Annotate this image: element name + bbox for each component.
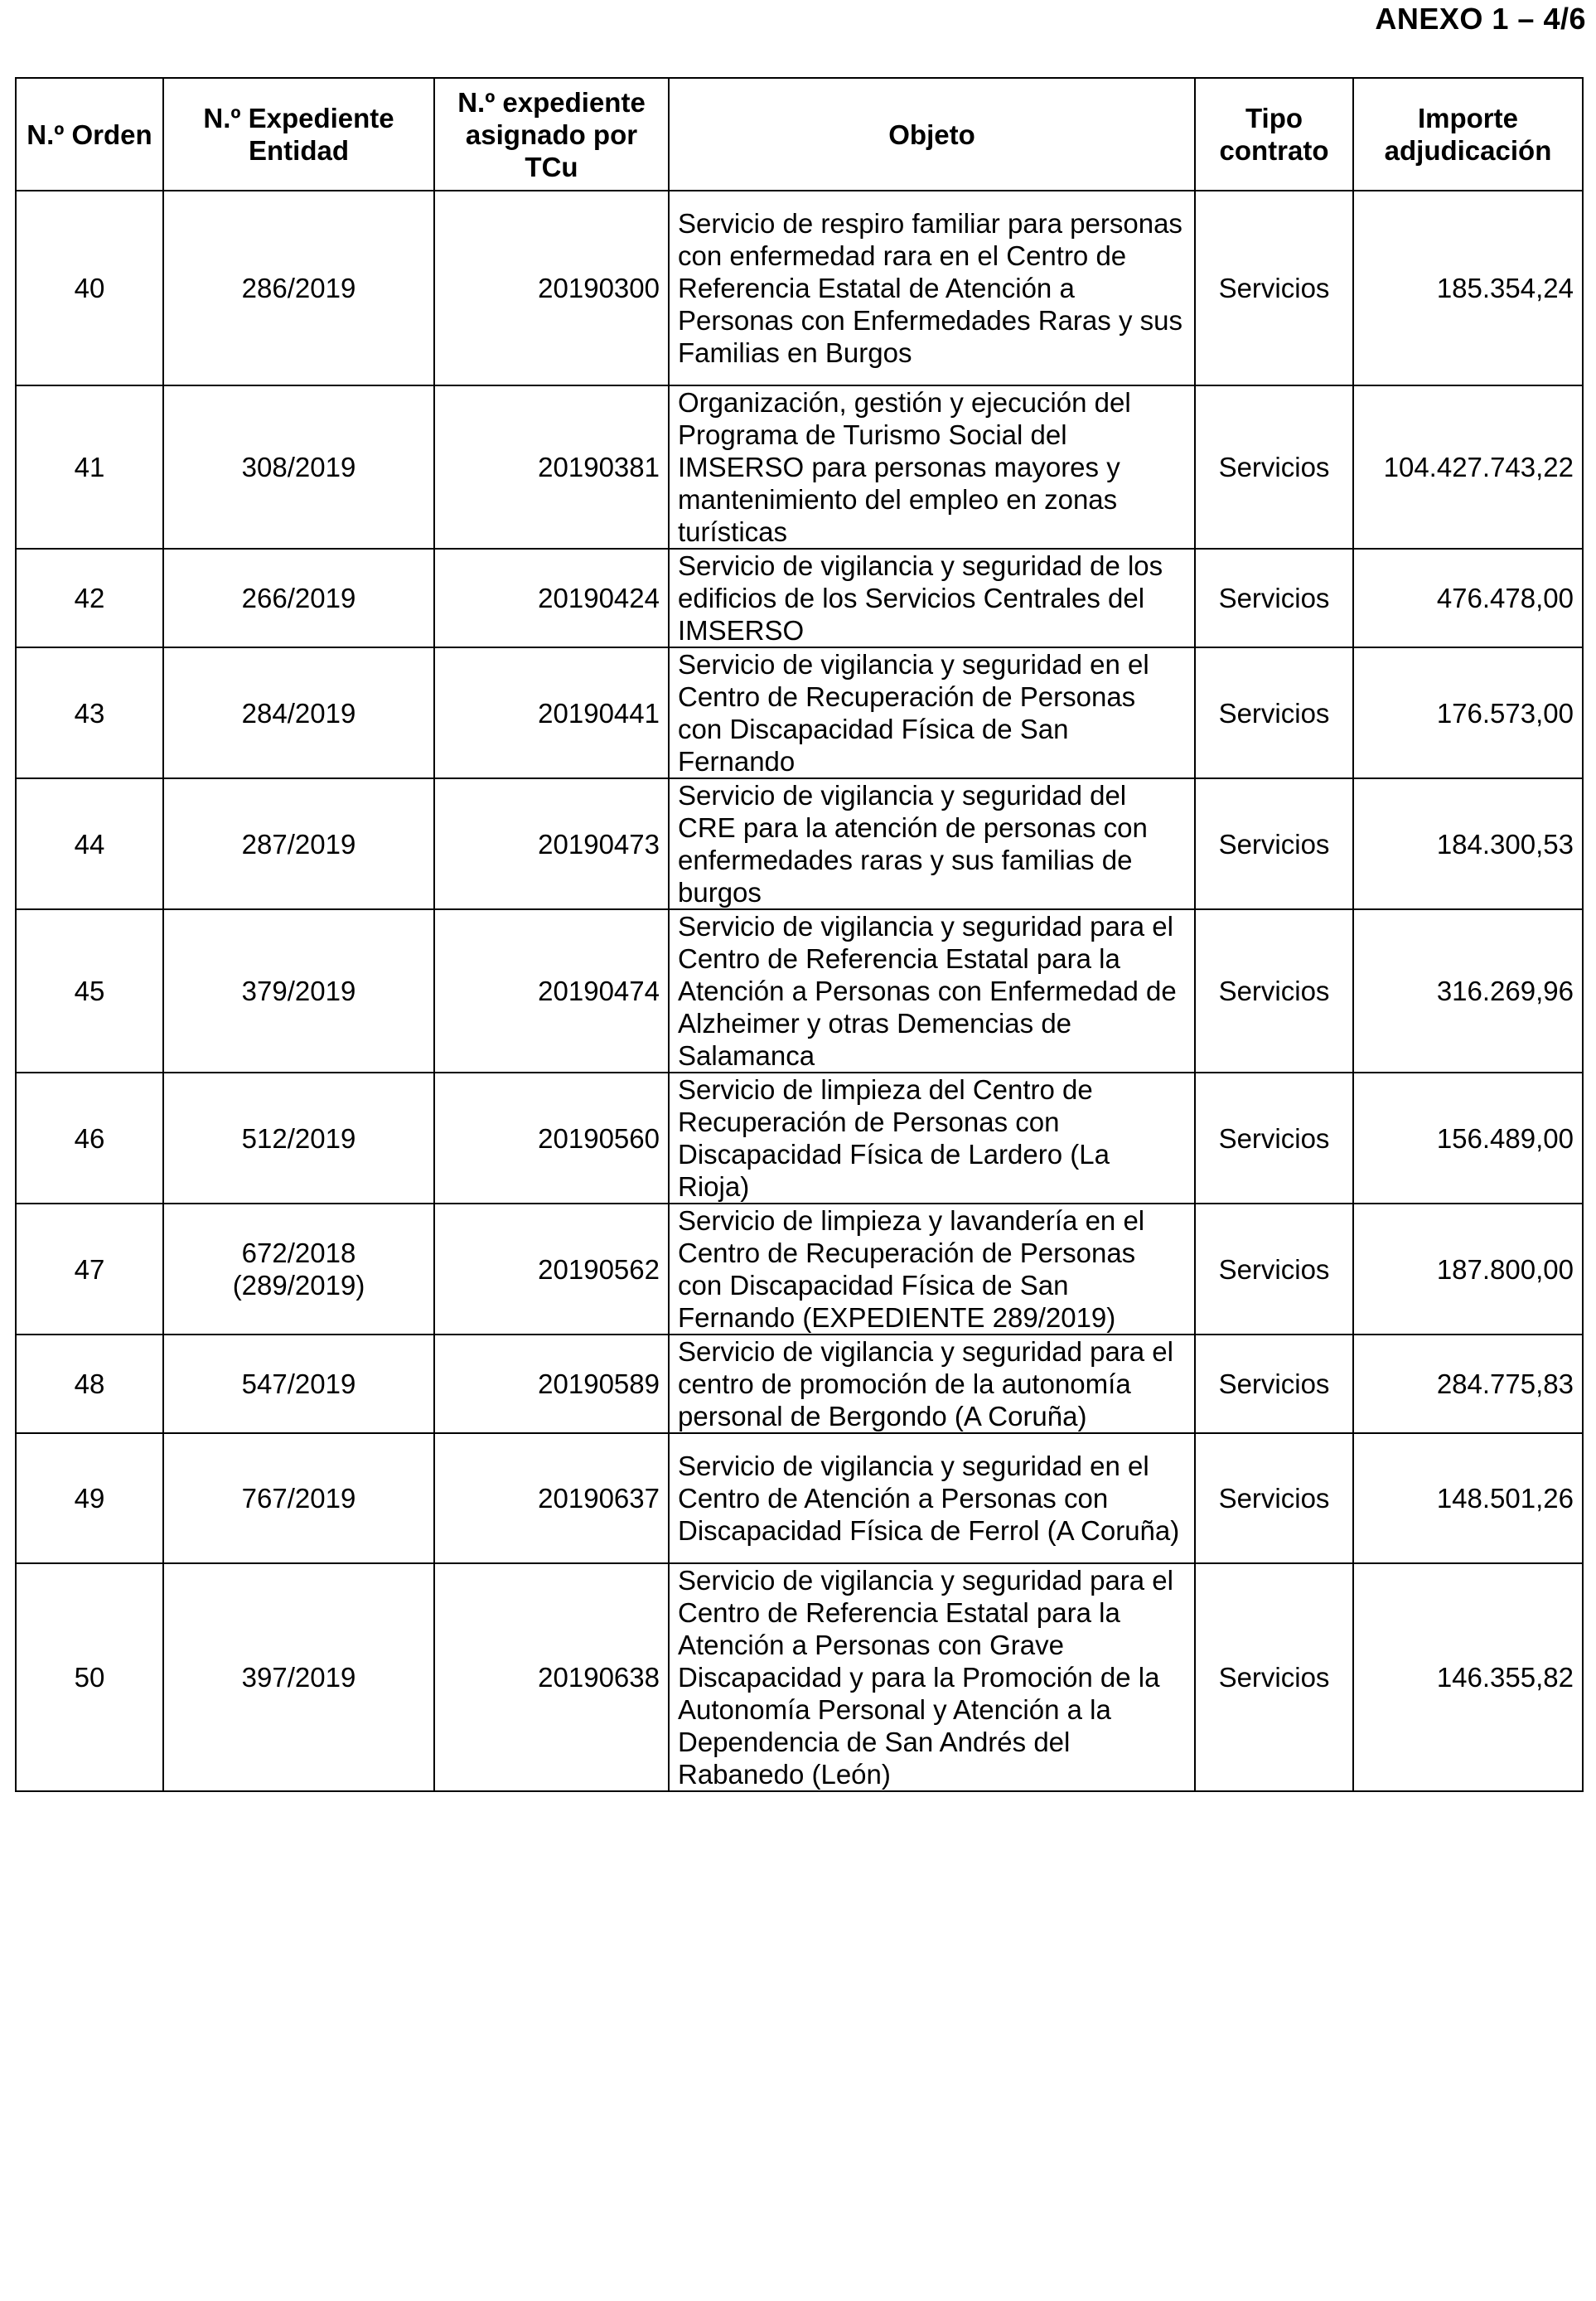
cell-tcu: 20190424 [434,549,669,647]
cell-tipo: Servicios [1195,1563,1353,1791]
table-header [16,78,1583,191]
cell-objeto: Servicio de vigilancia y seguridad para el Centro de Referencia Estatal para la Atención a Personas con Enfermedad de Alzheimer y otras Demencias de Salamanca [669,909,1195,1073]
cell-tcu: 20190441 [434,647,669,778]
cell-expediente-extra: (289/2019) [232,1270,365,1301]
cell-objeto: Servicio de vigilancia y seguridad del CRE para la atención de personas con enfermedades raras y sus familias de burgos [669,778,1195,909]
cell-importe: 184.300,53 [1353,778,1583,909]
cell-objeto: Servicio de vigilancia y seguridad de los edificios de los Servicios Centrales del IMSERSO [669,549,1195,647]
cell-expediente-main: 672/2018 [241,1238,356,1268]
cell-objeto: Servicio de vigilancia y seguridad en el Centro de Atención a Personas con Discapacidad Física de Ferrol (A Coruña) [669,1433,1195,1563]
cell-objeto: Servicio de vigilancia y seguridad para el centro de promoción de la autonomía personal de Bergondo (A Coruña) [669,1335,1195,1433]
table-row [16,1335,1583,1433]
cell-orden: 47 [16,1204,163,1335]
table-row [16,1563,1583,1791]
cell-orden: 48 [16,1335,163,1433]
cell-tcu: 20190638 [434,1563,669,1791]
contracts-table [15,77,1584,1792]
cell-tcu: 20190381 [434,385,669,549]
cell-tipo: Servicios [1195,549,1353,647]
cell-tipo: Servicios [1195,191,1353,385]
cell-tipo: Servicios [1195,385,1353,549]
cell-orden: 42 [16,549,163,647]
header-importe: Importe adjudicación [1353,78,1583,191]
table-row [16,385,1583,549]
header-orden: N.º Orden [16,78,163,191]
cell-objeto: Servicio de limpieza y lavandería en el Centro de Recuperación de Personas con Discapacidad Física de San Fernando (EXPEDIENTE 289/2019) [669,1204,1195,1335]
cell-tipo: Servicios [1195,647,1353,778]
cell-objeto: Organización, gestión y ejecución del Programa de Turismo Social del IMSERSO para personas mayores y mantenimiento del empleo en zonas turísticas [669,385,1195,549]
cell-orden: 49 [16,1433,163,1563]
table-row [16,647,1583,778]
annex-page-label: ANEXO 1 – 4/6 [1375,2,1586,36]
cell-tcu: 20190474 [434,909,669,1073]
table-row [16,191,1583,385]
table-body [16,191,1583,1791]
cell-orden: 46 [16,1073,163,1204]
cell-importe: 104.427.743,22 [1353,385,1583,549]
cell-expediente: 397/2019 [163,1563,434,1791]
cell-expediente: 767/2019 [163,1433,434,1563]
cell-tcu: 20190589 [434,1335,669,1433]
cell-tipo: Servicios [1195,1073,1353,1204]
cell-orden: 40 [16,191,163,385]
table-row [16,1433,1583,1563]
cell-tipo: Servicios [1195,1335,1353,1433]
cell-importe: 316.269,96 [1353,909,1583,1073]
cell-orden: 41 [16,385,163,549]
cell-expediente: 379/2019 [163,909,434,1073]
cell-expediente: 284/2019 [163,647,434,778]
cell-orden: 45 [16,909,163,1073]
cell-importe: 156.489,00 [1353,1073,1583,1204]
header-expediente-entidad: N.º Expediente Entidad [163,78,434,191]
cell-objeto: Servicio de vigilancia y seguridad para el Centro de Referencia Estatal para la Atención a Personas con Grave Discapacidad y para la Promoción de la Autonomía Personal y Atención a la Dependencia de San Andrés del Rabanedo (León) [669,1563,1195,1791]
cell-objeto: Servicio de vigilancia y seguridad en el Centro de Recuperación de Personas con Discapacidad Física de San Fernando [669,647,1195,778]
cell-expediente: 287/2019 [163,778,434,909]
cell-orden: 50 [16,1563,163,1791]
cell-tcu: 20190560 [434,1073,669,1204]
cell-tcu: 20190300 [434,191,669,385]
cell-expediente: 266/2019 [163,549,434,647]
cell-importe: 476.478,00 [1353,549,1583,647]
header-expediente-tcu: N.º expediente asignado por TCu [434,78,669,191]
cell-importe: 185.354,24 [1353,191,1583,385]
table-row [16,1204,1583,1335]
cell-tipo: Servicios [1195,1204,1353,1335]
cell-importe: 284.775,83 [1353,1335,1583,1433]
cell-importe: 176.573,00 [1353,647,1583,778]
cell-orden: 44 [16,778,163,909]
cell-tcu: 20190637 [434,1433,669,1563]
cell-expediente: 547/2019 [163,1335,434,1433]
table-row [16,909,1583,1073]
table-row [16,778,1583,909]
cell-tipo: Servicios [1195,778,1353,909]
table-row [16,549,1583,647]
cell-tcu: 20190562 [434,1204,669,1335]
cell-tipo: Servicios [1195,1433,1353,1563]
cell-tipo: Servicios [1195,909,1353,1073]
cell-objeto: Servicio de respiro familiar para personas con enfermedad rara en el Centro de Referencia Estatal de Atención a Personas con Enfermedades Raras y sus Familias en Burgos [669,191,1195,385]
cell-importe: 146.355,82 [1353,1563,1583,1791]
cell-orden: 43 [16,647,163,778]
cell-importe: 187.800,00 [1353,1204,1583,1335]
cell-expediente: 512/2019 [163,1073,434,1204]
header-objeto: Objeto [669,78,1195,191]
cell-objeto: Servicio de limpieza del Centro de Recuperación de Personas con Discapacidad Física de Lardero (La Rioja) [669,1073,1195,1204]
cell-expediente: 286/2019 [163,191,434,385]
cell-tcu: 20190473 [434,778,669,909]
header-tipo-contrato: Tipo contrato [1195,78,1353,191]
table-row [16,1073,1583,1204]
cell-expediente [163,1204,434,1335]
cell-importe: 148.501,26 [1353,1433,1583,1563]
cell-expediente: 308/2019 [163,385,434,549]
